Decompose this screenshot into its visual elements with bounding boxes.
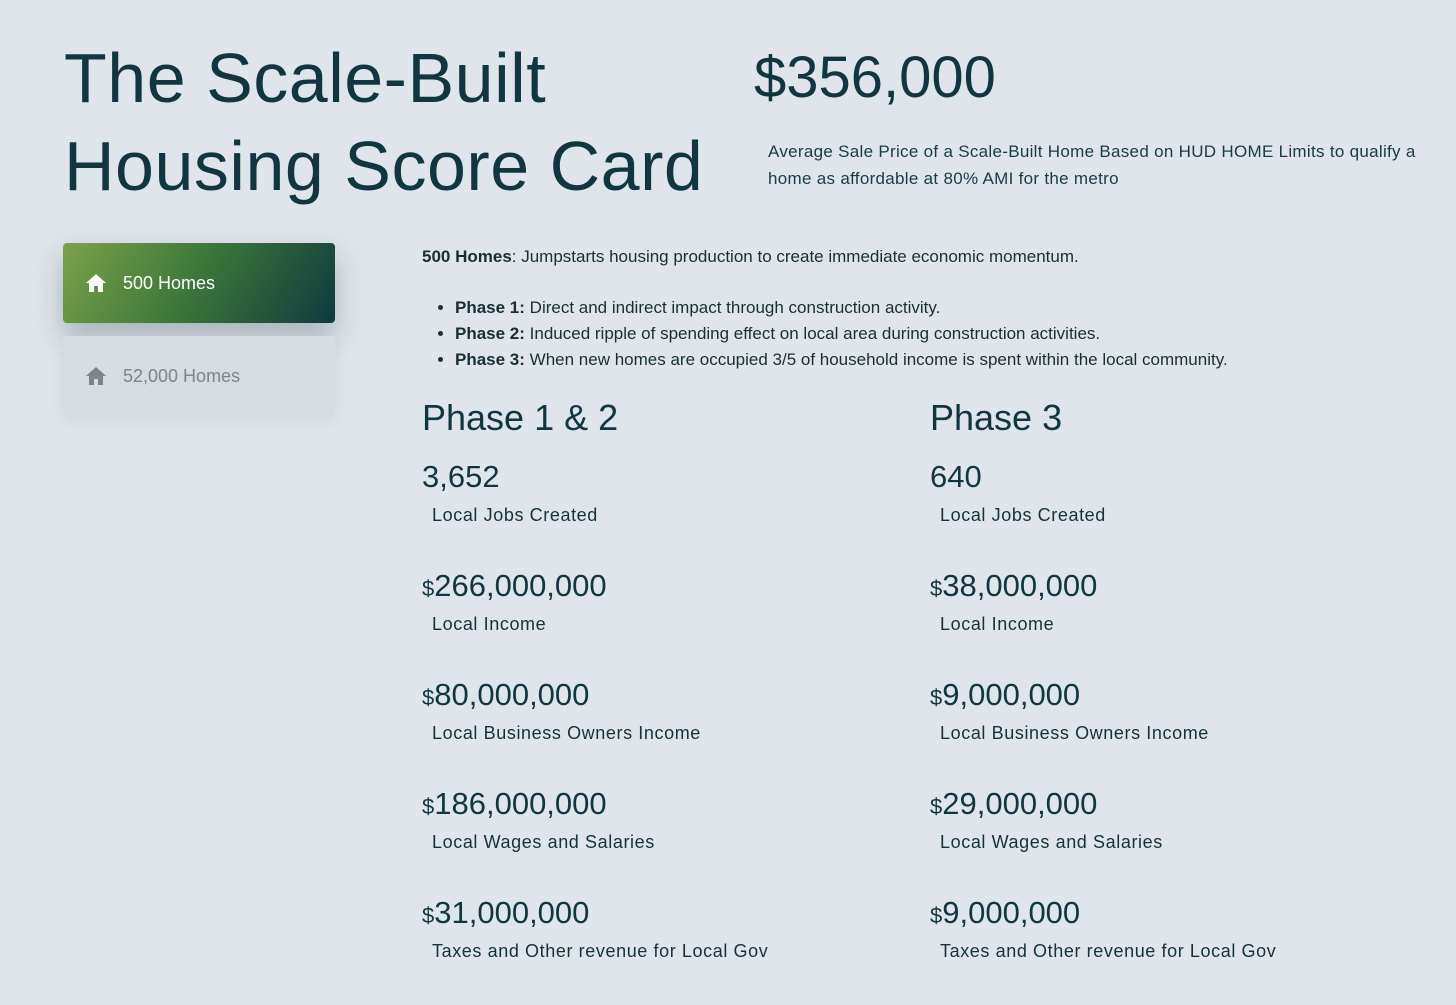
stat-number: 31,000,000 bbox=[434, 895, 590, 930]
bullet-text: When new homes are occupied 3/5 of household income is spent within the local community. bbox=[524, 350, 1228, 369]
home-icon bbox=[85, 366, 107, 386]
intro-lead-text: : Jumpstarts housing production to create immediate economic momentum. bbox=[511, 247, 1079, 266]
stat-currency: $ bbox=[422, 794, 435, 819]
stat-number: 266,000,000 bbox=[434, 568, 607, 603]
stat-label: Local Business Owners Income bbox=[940, 723, 1209, 743]
tab-52000-homes[interactable] bbox=[63, 336, 335, 416]
bullet-text: Induced ripple of spending effect on local area during construction activities. bbox=[524, 324, 1101, 343]
bullet-text: Direct and indirect impact through construction activity. bbox=[524, 298, 941, 317]
page-title bbox=[64, 34, 703, 210]
bullet-bold: Phase 1: bbox=[455, 298, 525, 317]
stat-label: Local Wages and Salaries bbox=[940, 832, 1163, 852]
stat-item bbox=[930, 676, 1410, 785]
stat-currency: $ bbox=[422, 903, 435, 928]
stat-value bbox=[930, 567, 1410, 608]
average-price bbox=[754, 44, 996, 111]
stat-value bbox=[930, 785, 1410, 826]
phase-3-column bbox=[930, 396, 1410, 1003]
list-item bbox=[455, 295, 1432, 321]
stat-item bbox=[930, 785, 1410, 894]
title-line-1: The Scale-Built bbox=[64, 39, 547, 117]
bullet-bold: Phase 3: bbox=[455, 350, 525, 369]
stat-currency: $ bbox=[930, 685, 943, 710]
stat-value bbox=[422, 676, 902, 717]
stat-item bbox=[422, 567, 902, 676]
stat-currency: $ bbox=[930, 903, 943, 928]
column-heading: Phase 3 bbox=[930, 397, 1063, 438]
stat-item bbox=[422, 894, 902, 1003]
stat-number: 29,000,000 bbox=[942, 786, 1098, 821]
stat-currency: $ bbox=[930, 576, 943, 601]
stat-item bbox=[422, 676, 902, 785]
stat-value bbox=[422, 458, 902, 499]
stat-item bbox=[930, 894, 1410, 1003]
stat-currency: $ bbox=[422, 685, 435, 710]
stat-value bbox=[422, 894, 902, 935]
stat-item bbox=[930, 458, 1410, 567]
tab-label: 500 Homes bbox=[123, 272, 216, 293]
bullet-bold: Phase 2: bbox=[455, 324, 525, 343]
stat-value bbox=[930, 676, 1410, 717]
stat-value bbox=[422, 567, 902, 608]
price-currency: $ bbox=[754, 45, 787, 110]
stat-item bbox=[930, 567, 1410, 676]
title-line-2: Housing Score Card bbox=[64, 127, 704, 205]
stat-number: 38,000,000 bbox=[942, 568, 1098, 603]
stat-number: 186,000,000 bbox=[434, 786, 607, 821]
price-value: 356,000 bbox=[786, 45, 996, 110]
stat-item bbox=[422, 785, 902, 894]
stat-number: 640 bbox=[930, 459, 982, 494]
stat-label: Local Jobs Created bbox=[432, 505, 598, 525]
stat-label: Local Business Owners Income bbox=[432, 723, 701, 743]
stat-currency: $ bbox=[422, 576, 435, 601]
stat-label: Local Wages and Salaries bbox=[432, 832, 655, 852]
intro-lead bbox=[422, 244, 1432, 270]
stat-value bbox=[422, 785, 902, 826]
home-icon bbox=[85, 273, 107, 293]
stat-number: 3,652 bbox=[422, 459, 500, 494]
stat-label: Local Income bbox=[940, 614, 1055, 634]
stat-label: Taxes and Other revenue for Local Gov bbox=[940, 941, 1277, 961]
price-description: Average Sale Price of a Scale-Built Home Based on HUD HOME Limits to qualify a home as affordable at 80% AMI for the metro bbox=[768, 142, 1416, 188]
list-item bbox=[455, 321, 1432, 347]
phase-list bbox=[422, 295, 1432, 373]
list-item bbox=[455, 347, 1432, 373]
tab-label: 52,000 Homes bbox=[123, 365, 241, 386]
intro-lead-bold: 500 Homes bbox=[422, 247, 512, 266]
tab-500-homes[interactable] bbox=[63, 243, 335, 323]
stat-value bbox=[930, 894, 1410, 935]
stat-label: Taxes and Other revenue for Local Gov bbox=[432, 941, 769, 961]
stat-number: 9,000,000 bbox=[942, 677, 1081, 712]
stat-number: 80,000,000 bbox=[434, 677, 590, 712]
intro-section bbox=[422, 244, 1432, 373]
stat-number: 9,000,000 bbox=[942, 895, 1081, 930]
stat-label: Local Jobs Created bbox=[940, 505, 1106, 525]
stat-label: Local Income bbox=[432, 614, 547, 634]
stat-currency: $ bbox=[930, 794, 943, 819]
stat-value bbox=[930, 458, 1410, 499]
homes-tab-list bbox=[63, 243, 335, 416]
stat-item bbox=[422, 458, 902, 567]
phase-1-2-column bbox=[422, 396, 902, 1003]
column-heading: Phase 1 & 2 bbox=[422, 397, 619, 438]
